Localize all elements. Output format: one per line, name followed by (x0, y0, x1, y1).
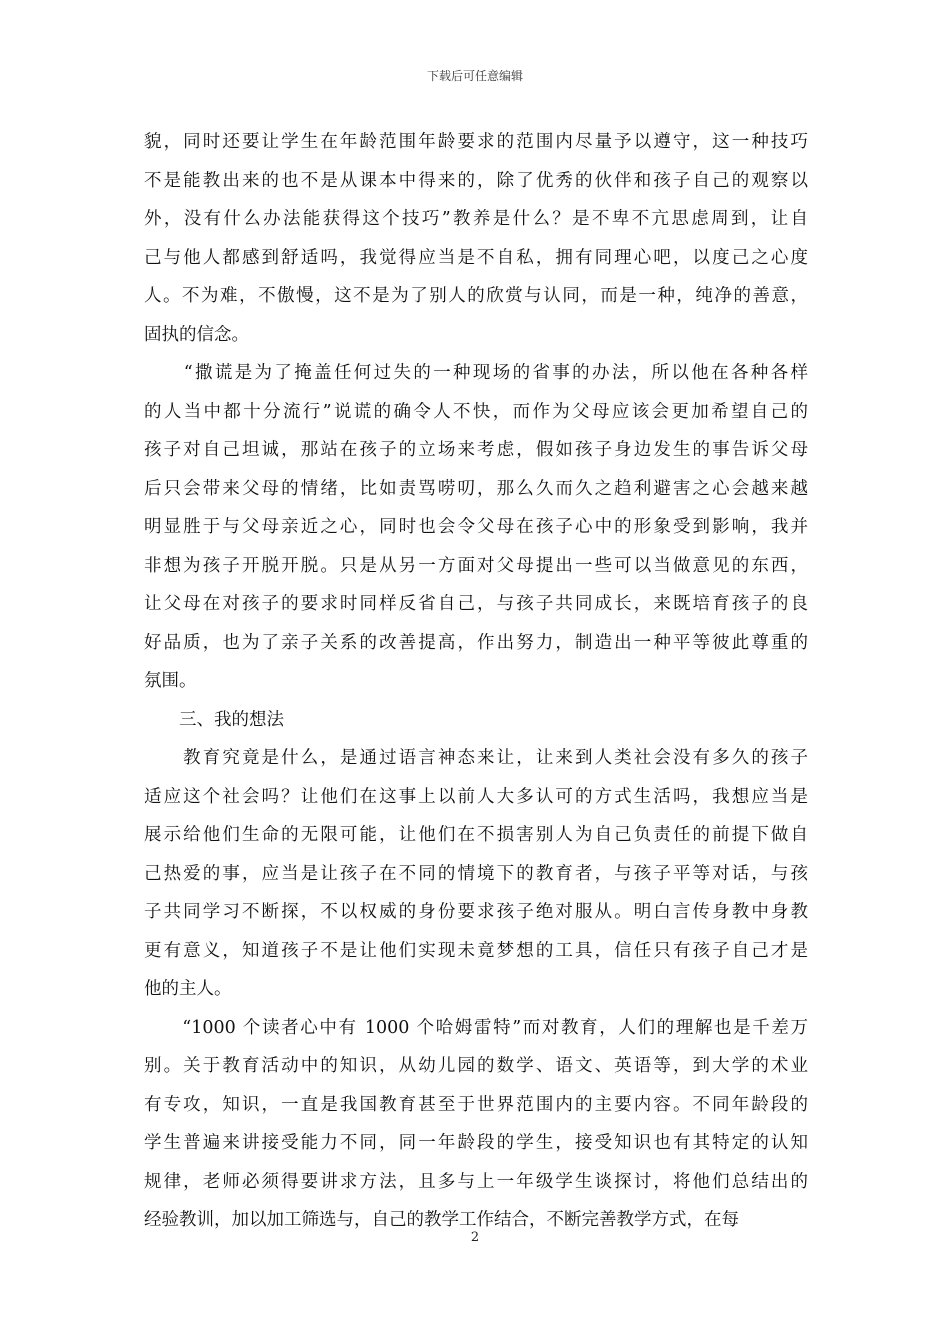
page-header: 下载后可任意编辑 (426, 69, 523, 83)
text-line: 的人当中都十分流行”说谎的确令人不快，而作为父母应该会更加希望自己的 (144, 401, 808, 422)
text-line: 人。不为难，不傲慢，这不是为了别人的欣赏与认同，而是一种，纯净的善意， (144, 286, 808, 306)
paragraph (144, 1009, 808, 1240)
text-line: 别。关于教育活动中的知识，从幼儿园的数学、语文、英语等，到大学的术业 (144, 1056, 808, 1076)
paragraph (144, 701, 808, 740)
text-line: 己热爱的事，应当是让孩子在不同的情境下的教育者，与孩子平等对话，与孩 (144, 863, 808, 884)
document-body (144, 123, 808, 1240)
text-line: 规律，老师必须得要讲求方法，且多与上一年级学生谈探讨，将他们总结出的 (144, 1171, 808, 1192)
paragraph (144, 354, 808, 701)
text-line: 三、我的想法 (144, 709, 284, 730)
text-line: 固执的信念。 (144, 324, 249, 345)
paragraph (144, 123, 808, 354)
text-line: 氛围。 (144, 671, 197, 691)
text-line: 教育究竟是什么，是通过语言神态来让，让来到人类社会没有多久的孩子 (144, 748, 808, 768)
text-line: 后只会带来父母的情绪，比如责骂唠叨，那么久而久之趋利避害之心会越来越 (144, 478, 808, 499)
text-line: 己与他人都感到舒适吗，我觉得应当是不自私，拥有同理心吧，以度己之心度 (144, 247, 808, 268)
text-line: “1000 个读者心中有 1000 个哈姆雷特”而对教育，人们的理解也是千差万 (144, 1017, 808, 1038)
text-line: 更有意义，知道孩子不是让他们实现未竟梦想的工具，信任只有孩子自己才是 (144, 940, 808, 961)
text-line: 貌，同时还要让学生在年龄范围年龄要求的范围内尽量予以遵守，这一种技巧 (144, 132, 808, 152)
text-line: 外，没有什么办法能获得这个技巧”教养是什么？是不卑不亢思虑周到，让自 (144, 209, 808, 229)
text-line: 经验教训，加以加工筛选与，自己的教学工作结合，不断完善教学方式，在每 (144, 1210, 739, 1230)
text-line: 适应这个社会吗？让他们在这事上以前人大多认可的方式生活吗，我想应当是 (144, 786, 808, 807)
text-line: 他的主人。 (144, 979, 232, 999)
text-line: 孩子对自己坦诚，那站在孩子的立场来考虑，假如孩子身边发生的事告诉父母 (144, 440, 808, 460)
text-line: 明显胜于与父母亲近之心，同时也会令父母在孩子心中的形象受到影响，我并 (144, 517, 808, 537)
text-line: 学生普遍来讲接受能力不同，同一年龄段的学生，接受知识也有其特定的认知 (144, 1133, 808, 1153)
text-line: 让父母在对孩子的要求时同样反省自己，与孩子共同成长，来既培育孩子的良 (144, 594, 808, 614)
text-line: 好品质，也为了亲子关系的改善提高，作出努力，制造出一种平等彼此尊重的 (144, 632, 808, 653)
text-line: 展示给他们生命的无限可能，让他们在不损害别人为自己负责任的前提下做自 (144, 825, 808, 845)
page-number: 2 (470, 1230, 480, 1245)
text-line: 不是能教出来的也不是从课本中得来的，除了优秀的伙伴和孩子自己的观察以 (144, 170, 808, 191)
text-line: “撒谎是为了掩盖任何过失的一种现场的省事的办法，所以他在各种各样 (144, 363, 808, 383)
text-line: 非想为孩子开脱开脱。只是从另一方面对父母提出一些可以当做意见的东西， (144, 555, 808, 576)
paragraph (144, 739, 808, 1009)
text-line: 子共同学习不断探，不以权威的身份要求孩子绝对服从。明白言传身教中身教 (144, 902, 808, 922)
text-line: 有专攻，知识，一直是我国教育甚至于世界范围内的主要内容。不同年龄段的 (144, 1094, 808, 1115)
